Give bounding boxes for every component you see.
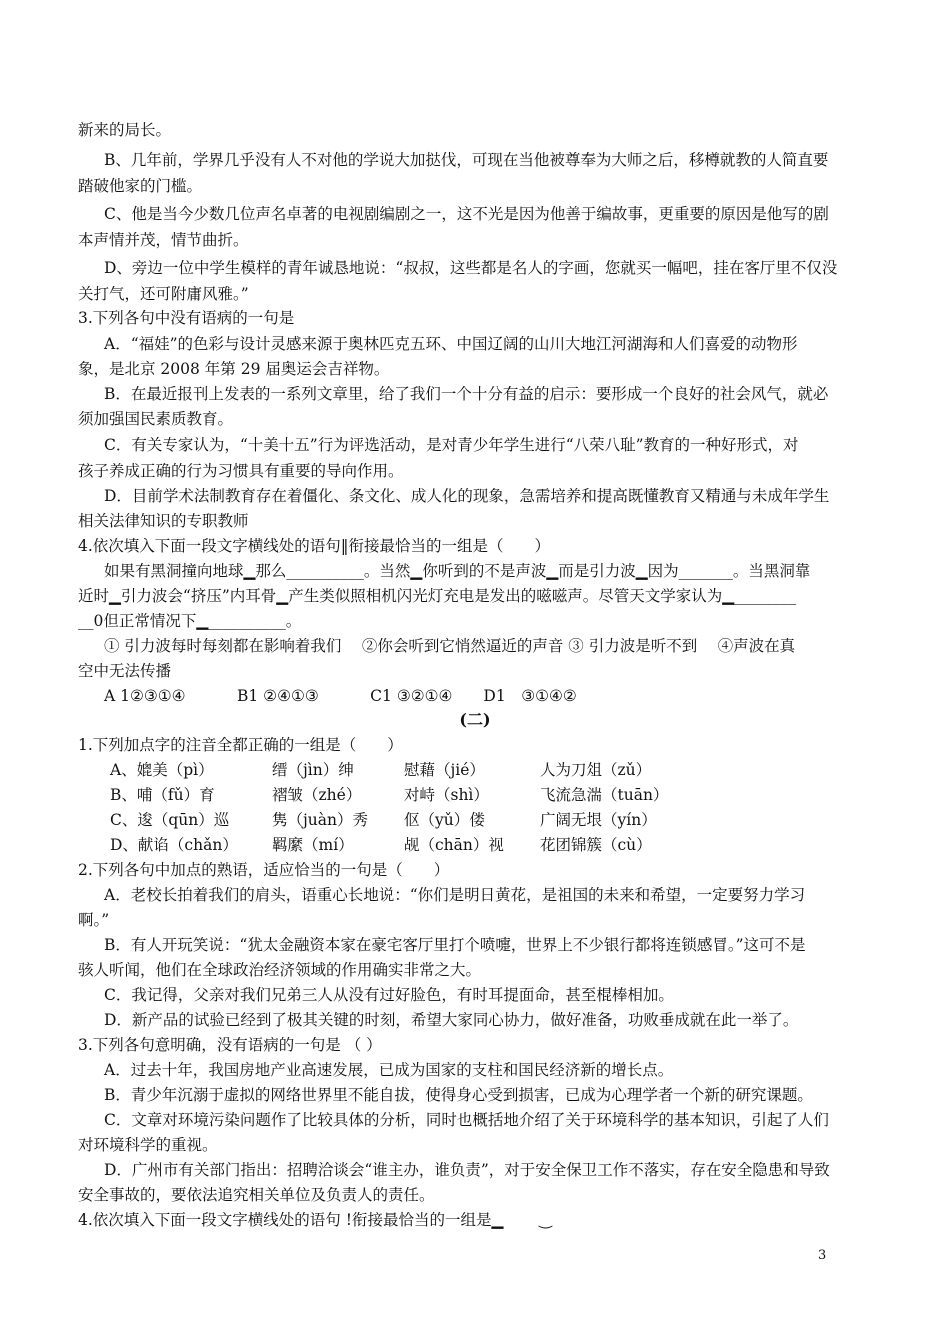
text-line: 相关法律知识的专职教师 — [78, 512, 249, 530]
pinyin-item: 羁縻（mí） — [272, 836, 354, 854]
pinyin-item: A、媲美（pì） — [110, 761, 214, 779]
option-c: C．我记得，父亲对我们兄弟三人从没有过好脸色，有时耳提面命，甚至棍棒相加。 — [104, 986, 674, 1004]
text-line: 关打气，还可附庸风雅。” — [78, 285, 249, 303]
pinyin-item: B、哺（fǔ）育 — [110, 786, 215, 804]
text-line: 象，是北京 2008 年第 29 届奥运会吉祥物。 — [78, 360, 390, 378]
choice-line: ① 引力波每时每刻都在影响着我们 ②你会听到它悄然逼近的声音 ③ 引力波是听不到 ④声波在真 — [104, 637, 796, 655]
option-b: B、几年前，学界几乎没有人不对他的学说大加挞伐，可现在当他被尊奉为大师之后，移樽就教的人简直要 — [104, 151, 829, 169]
answer-options: A 1②③①④ B1 ②④①③ C1 ③②①④ D1 ③①④② — [104, 687, 577, 705]
question-1: 1.下列加点字的注音全都正确的一组是（ ） — [78, 736, 403, 754]
pinyin-item: 伛（yǔ）偻 — [404, 811, 485, 829]
option-a: A．过去十年，我国房地产业高速发展，已成为国家的支柱和国民经济新的增长点。 — [104, 1061, 674, 1079]
option-b: B．有人开玩笑说：“犹太金融资本家在豪宅客厅里打个喷嚏，世界上不少银行都将连锁感冒。”这可不是 — [104, 936, 806, 954]
pinyin-item: 对峙（shì） — [404, 786, 489, 804]
section-heading: (二) — [459, 710, 491, 729]
option-d: D．目前学术法制教育存在着僵化、条文化、成人化的现象，急需培养和提高既懂教育又精通与未成年学生 — [104, 487, 830, 505]
pinyin-item: 人为刀俎（zǔ） — [540, 761, 652, 779]
text-line: 啊。” — [78, 911, 110, 929]
pinyin-item: 缙（jìn）绅 — [272, 761, 354, 779]
question-2: 2.下列各句中加点的熟语，适应恰当的一句是（ ） — [78, 861, 450, 879]
text-line: 骇人听闻，他们在全球政治经济领域的作用确实非常之大。 — [78, 961, 482, 979]
text-line: 本声情并茂，情节曲折。 — [78, 231, 249, 249]
question-4: 4.依次填入下面一段文字横线处的语句 !衔接最恰当的一组是▁ ‿ — [78, 1211, 552, 1229]
pinyin-item: 广阔无垠（yín） — [540, 811, 657, 829]
pinyin-item: 慰藉（jié） — [404, 761, 485, 779]
option-d: D、旁边一位中学生模样的青年诚恳地说：“叔叔，这些都是名人的字画，您就买一幅吧，挂在客厅里不仅没 — [104, 259, 838, 277]
option-a: A．老校长拍着我们的肩头，语重心长地说：“你们是明日黄花，是祖国的未来和希望，一定要努力学习 — [104, 886, 806, 904]
pinyin-item: 觇（chān）视 — [404, 836, 504, 854]
option-c: C．文章对环境污染问题作了比较具体的分析，同时也概括地介绍了关于环境科学的基本知识，引起了人们 — [104, 1111, 829, 1129]
passage-line: 近时▁引力波会“挤压”内耳骨▁产生类似照相机闪光灯充电是发出的嗞嗞声。尽管天文学家认为▁________ — [78, 587, 797, 605]
text-line: 孩子养成正确的行为习惯具有重要的导向作用。 — [78, 462, 404, 480]
choice-line: 空中无法传播 — [78, 662, 172, 680]
text-line: 安全事故的，要依法追究相关单位及负责人的责任。 — [78, 1186, 435, 1204]
question-3: 3.下列各句中没有语病的一句是 — [78, 309, 295, 327]
passage-line: __0但正常情况下▁__________。 — [78, 612, 302, 630]
option-b: B．青少年沉溺于虚拟的网络世界里不能自拔，使得身心受到损害，已成为心理学者一个新的研究课题。 — [104, 1086, 813, 1104]
pinyin-item: 花团锦簇（cù） — [540, 836, 652, 854]
pinyin-item: 褶皱（zhé） — [272, 786, 362, 804]
option-b: B．在最近报刊上发表的一系列文章里，给了我们一个十分有益的启示：要形成一个良好的社会风气，就必 — [104, 385, 829, 403]
question-4: 4.依次填入下面一段文字横线处的语句‖衔接最恰当的一组是（ ） — [78, 537, 551, 555]
text-line: 对环境科学的重视。 — [78, 1136, 218, 1154]
page-number: 3 — [818, 1248, 827, 1263]
option-c: C、他是当今少数几位声名卓著的电视剧编剧之一，这不光是因为他善于编故事，更重要的原因是他写的剧 — [104, 205, 829, 223]
option-a: A．“福娃”的色彩与设计灵感来源于奥林匹克五环、中国辽阔的山川大地江河湖海和人们喜爱的动物形 — [104, 335, 798, 353]
question-3: 3.下列各句意明确，没有语病的一句是 （ ） — [78, 1036, 382, 1054]
passage-line: 如果有黑洞撞向地球▁那么__________。当然▁你听到的不是声波▁而是引力波▁因为_______。当黑洞靠 — [104, 562, 811, 580]
pinyin-item: D、献谄（chǎn） — [110, 836, 238, 854]
option-c: C．有关专家认为，“十美十五”行为评选活动，是对青少年学生进行“八荣八耻”教育的一种好形式，对 — [104, 436, 799, 454]
pinyin-item: C、逡（qūn）巡 — [110, 811, 230, 829]
text-line: 踏破他家的门槛。 — [78, 177, 203, 195]
option-d: D．新产品的试验已经到了极其关键的时刻，希望大家同心协力，做好准备，功败垂成就在此一举了。 — [104, 1011, 799, 1029]
pinyin-item: 隽（juàn）秀 — [272, 811, 369, 829]
pinyin-item: 飞流急湍（tuān） — [540, 786, 669, 804]
text-line: 新来的局长。 — [78, 121, 172, 139]
text-line: 须加强国民素质教育。 — [78, 410, 234, 428]
option-d: D．广州市有关部门指出：招聘洽谈会“谁主办，谁负责”，对于安全保卫工作不落实，存在安全隐患和导致 — [104, 1161, 830, 1179]
